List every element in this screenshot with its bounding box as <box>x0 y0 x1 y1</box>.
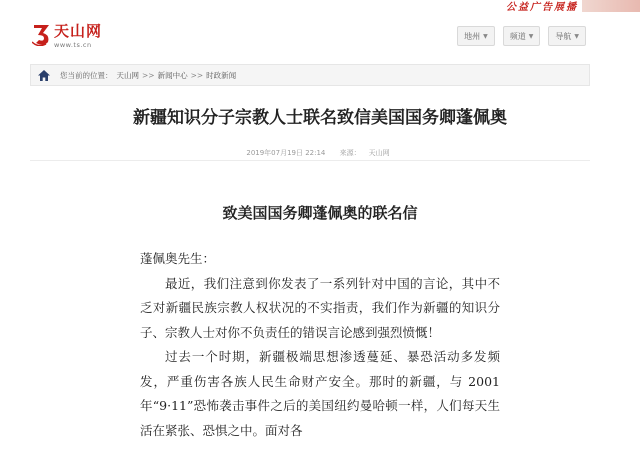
source-label: 来源： <box>339 149 361 157</box>
breadcrumb <box>30 64 590 86</box>
logo-url: www.ts.cn <box>54 41 92 49</box>
article-source <box>336 149 394 157</box>
nav-buttons <box>457 26 586 46</box>
divider <box>30 160 590 161</box>
nav-button-channels[interactable] <box>503 26 541 46</box>
breadcrumb-separator: >> <box>190 70 204 80</box>
nav-button-regions[interactable] <box>457 26 495 46</box>
caret-down-icon: ▼ <box>528 32 534 40</box>
breadcrumb-prefix: 您当前的位置： <box>60 70 113 80</box>
banner-slogan[interactable]: 公益广告展播 <box>506 2 578 13</box>
nav-button-label: 频道 <box>509 31 526 41</box>
breadcrumb-link-news[interactable]: 新闻中心 <box>157 70 188 80</box>
page-title: 新疆知识分子宗教人士联名致信美国国务卿蓬佩奥 <box>133 108 507 127</box>
salutation: 蓬佩奥先生： <box>140 251 216 266</box>
logo-mark-icon <box>32 22 52 46</box>
nav-button-label: 导航 <box>555 31 572 41</box>
letter-heading: 致美国国务卿蓬佩奥的联名信 <box>222 204 418 222</box>
paragraph: 最近，我们注意到你发表了一系列针对中国的言论，其中不乏对新疆民族宗教人权状况的不实指责，我们作为新疆的知识分子、宗教人士对你不负责任的错误言论感到强烈愤慨！ <box>140 275 500 340</box>
article-meta <box>0 148 640 158</box>
breadcrumb-link-home[interactable]: 天山网 <box>116 70 139 80</box>
caret-down-icon: ▼ <box>483 32 488 40</box>
nav-button-navigation[interactable] <box>548 26 586 46</box>
logo-text: 天山网 <box>54 22 103 40</box>
article-body <box>140 247 500 443</box>
banner-decoration <box>582 0 640 12</box>
home-icon[interactable] <box>34 70 54 81</box>
top-banner <box>0 0 640 14</box>
article-date: 2019年07月19日 22:14 <box>246 149 326 157</box>
breadcrumb-separator: >> <box>142 70 155 80</box>
breadcrumb-link-politics[interactable]: 时政新闻 <box>206 70 237 80</box>
site-logo[interactable] <box>32 20 122 52</box>
source-name: 天山网 <box>368 149 390 157</box>
paragraph: 过去一个时期，新疆极端思想渗透蔓延、暴恐活动多发频发，严重伤害各族人民生命财产安全。那时的新疆，与 2001 年“9·11”恐怖袭击事件之后的美国纽约曼哈顿一样，人们每天生活在紧张、恐惧之中。面对各 <box>140 349 500 438</box>
caret-down-icon: ▼ <box>574 32 579 40</box>
nav-button-label: 地州 <box>464 31 481 41</box>
site-header <box>0 18 640 52</box>
